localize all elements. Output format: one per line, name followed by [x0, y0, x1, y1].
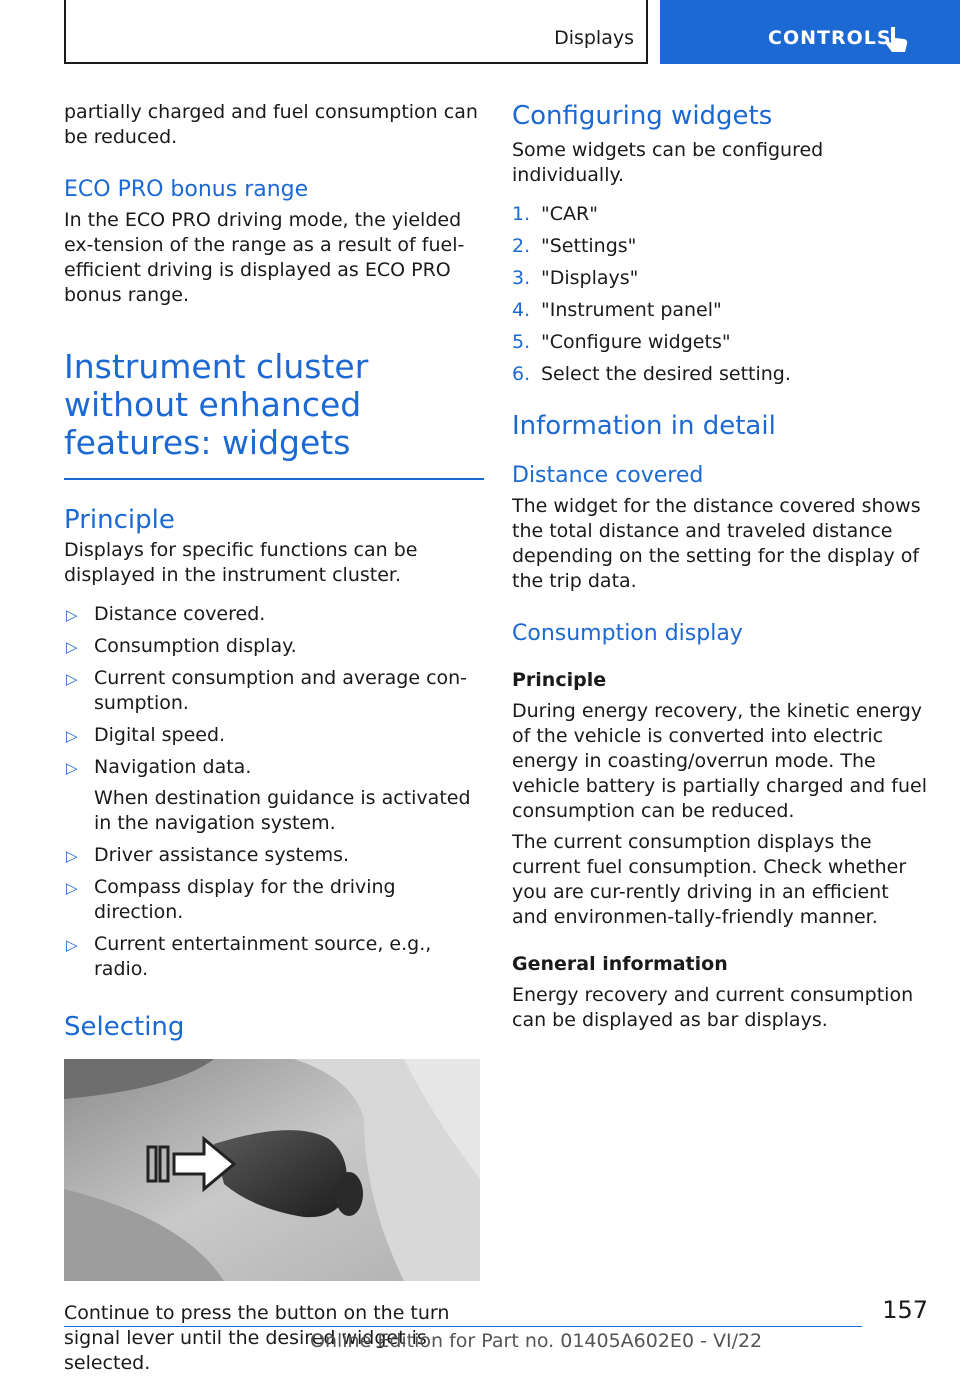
configuring-widgets-text: Some widgets can be configured individually. — [512, 139, 824, 186]
triangle-bullet-icon: ▷ — [66, 670, 78, 688]
general-information-subheading: General information — [512, 953, 728, 975]
list-item: ▷ Compass display for the driving direction. — [66, 876, 396, 923]
eco-pro-heading: ECO PRO bonus range — [64, 177, 309, 202]
triangle-bullet-icon: ▷ — [66, 936, 78, 954]
header-chapter-tab — [660, 0, 960, 64]
general-information-text: Energy recovery and current consumption can be displayed as bar displays. — [512, 984, 914, 1031]
information-in-detail-heading: Information in detail — [512, 411, 776, 441]
current-consumption-text: The current consumption displays the current fuel consumption. Check whether you are cur-rently driving in an efficient and environmen-tally-friendly manner. — [512, 831, 907, 928]
hand-pointer-icon — [882, 24, 910, 54]
principle-subheading: Principle — [512, 669, 607, 691]
selecting-text: Continue to press the button on the turn signal lever until the desired widget is selected. — [64, 1302, 450, 1374]
triangle-bullet-icon: ▷ — [66, 638, 78, 656]
list-item: ▷ Driver assistance systems. — [64, 843, 484, 868]
page-number: 157 — [882, 1296, 928, 1324]
header-section-title: Displays — [554, 27, 634, 49]
step-item: 6. Select the desired setting. — [512, 363, 791, 385]
intro-text: partially charged and fuel consumption can be reduced. — [64, 101, 478, 148]
footer-edition-text: Online Edition for Part no. 01405A602E0 - VI/22 — [310, 1330, 763, 1352]
navigation-note: When destination guidance is activated in the navigation system. — [94, 787, 471, 834]
eco-pro-text: In the ECO PRO driving mode, the yielded ex-tension of the range as a result of fuel-efficient driving is displayed as ECO PRO bonus range. — [64, 209, 465, 306]
list-item: ▷ Consumption display. — [64, 634, 484, 659]
turn-signal-lever-photo — [64, 1059, 480, 1281]
step-item: 3. "Displays" — [512, 267, 639, 289]
principle-text-right: During energy recovery, the kinetic energy of the vehicle is converted into electric energy in coasting/overrun mode. The vehicle battery is partially charged and fuel consumption can be reduced. — [512, 700, 927, 822]
triangle-bullet-icon: ▷ — [66, 606, 78, 624]
list-item: ▷ Navigation data. When destination guidance is activated in the navigation system. — [64, 755, 484, 836]
list-item: ▷ Current entertainment source, e.g., radio. — [66, 933, 432, 980]
principle-heading: Principle — [64, 505, 175, 535]
triangle-bullet-icon: ▷ — [66, 847, 78, 865]
triangle-bullet-icon: ▷ — [66, 759, 78, 777]
step-item: 1. "CAR" — [512, 203, 598, 225]
triangle-bullet-icon: ▷ — [66, 727, 78, 745]
step-item: 4. "Instrument panel" — [512, 299, 722, 321]
distance-covered-heading: Distance covered — [512, 463, 704, 488]
main-heading: Instrument cluster without enhanced features: widgets — [64, 347, 369, 462]
principle-text: Displays for specific functions can be displayed in the instrument cluster. — [64, 539, 418, 586]
header-chapter-label: CONTROLS — [768, 27, 892, 49]
distance-covered-text: The widget for the distance covered shows the total distance and traveled distance depending on the setting for the display of the trip data. — [512, 495, 921, 592]
selecting-heading: Selecting — [64, 1012, 185, 1042]
widget-list — [64, 602, 484, 982]
list-item: ▷ Digital speed. — [64, 723, 484, 748]
footer-rule — [64, 1326, 862, 1327]
step-item: 5. "Configure widgets" — [512, 331, 731, 353]
triangle-bullet-icon: ▷ — [66, 879, 78, 897]
header-section-box — [64, 0, 648, 64]
right-column — [512, 100, 928, 1033]
list-item: ▷ Distance covered. — [64, 602, 484, 627]
configure-steps-list — [512, 202, 928, 387]
list-item: ▷ Current consumption and average con-sumption. — [66, 667, 468, 714]
configuring-widgets-heading: Configuring widgets — [512, 101, 773, 131]
step-item: 2. "Settings" — [512, 235, 637, 257]
left-column — [64, 100, 484, 1376]
consumption-display-heading: Consumption display — [512, 621, 743, 646]
